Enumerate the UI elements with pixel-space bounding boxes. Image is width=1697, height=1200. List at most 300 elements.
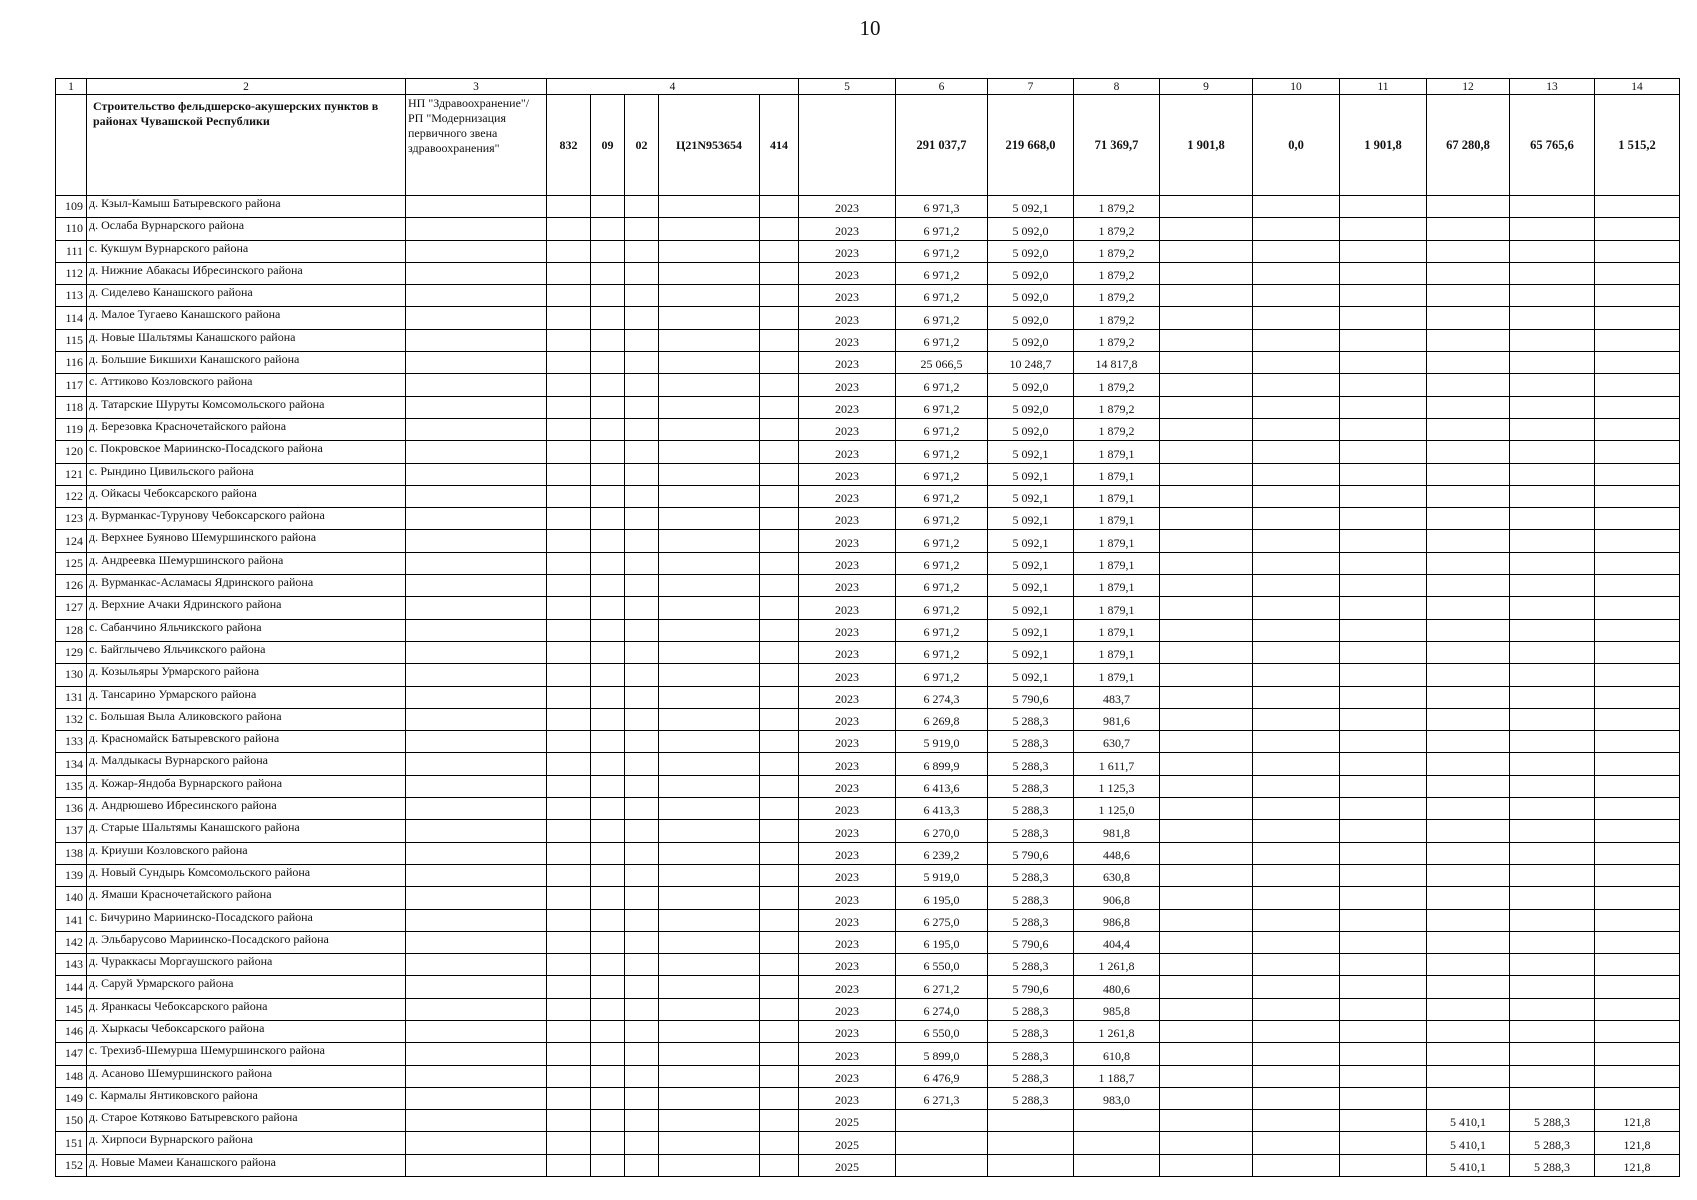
row-code — [760, 285, 799, 307]
row-value: 5 092,1 — [988, 463, 1074, 485]
summary-index — [56, 95, 87, 196]
row-code — [547, 552, 591, 574]
row-name: с. Сабанчино Яльчикского района — [87, 619, 406, 641]
summary-name: Строительство фельдшерско-акушерских пунктов в районах Чувашской Республики — [87, 95, 406, 196]
row-name: с. Большая Выла Аликовского района — [87, 708, 406, 730]
row-value — [1510, 976, 1595, 998]
row-value — [1253, 1110, 1340, 1132]
table-row — [56, 552, 1680, 574]
row-value: 121,8 — [1595, 1110, 1680, 1132]
row-value — [1253, 686, 1340, 708]
table-row — [56, 218, 1680, 240]
row-value: 6 971,2 — [896, 262, 988, 284]
row-code — [760, 864, 799, 886]
col-number: 6 — [896, 79, 988, 95]
row-name: д. Красномайск Батыревского района — [87, 731, 406, 753]
row-index: 135 — [56, 775, 87, 797]
row-program — [406, 1065, 547, 1087]
row-code — [659, 842, 760, 864]
row-value — [1253, 597, 1340, 619]
row-code — [625, 1154, 659, 1176]
row-value — [1510, 842, 1595, 864]
row-value: 5 288,3 — [1510, 1132, 1595, 1154]
row-code — [760, 619, 799, 641]
row-value: 5 092,1 — [988, 664, 1074, 686]
row-code — [591, 441, 625, 463]
row-year: 2023 — [799, 374, 896, 396]
row-code — [659, 820, 760, 842]
budget-table — [55, 78, 1680, 1177]
row-code — [591, 775, 625, 797]
row-value — [1595, 597, 1680, 619]
row-value — [1595, 485, 1680, 507]
row-value — [1340, 396, 1427, 418]
row-code — [760, 240, 799, 262]
row-code — [760, 1154, 799, 1176]
row-value — [1427, 954, 1510, 976]
row-index: 149 — [56, 1087, 87, 1109]
row-value — [1340, 864, 1427, 886]
row-value — [1160, 686, 1253, 708]
row-index: 118 — [56, 396, 87, 418]
row-year: 2023 — [799, 686, 896, 708]
row-value — [1595, 374, 1680, 396]
row-code — [547, 798, 591, 820]
row-code — [760, 552, 799, 574]
table-row — [56, 285, 1680, 307]
row-value — [1595, 418, 1680, 440]
row-value: 6 971,2 — [896, 285, 988, 307]
row-year: 2023 — [799, 285, 896, 307]
row-value: 5 092,1 — [988, 597, 1074, 619]
row-code — [625, 887, 659, 909]
row-code — [659, 307, 760, 329]
row-value — [1427, 463, 1510, 485]
row-value — [1160, 775, 1253, 797]
row-code — [625, 1065, 659, 1087]
row-code — [760, 686, 799, 708]
row-value — [1160, 1110, 1253, 1132]
row-name: д. Яранкасы Чебоксарского района — [87, 998, 406, 1020]
row-index: 133 — [56, 731, 87, 753]
row-code — [625, 619, 659, 641]
row-value — [1595, 1043, 1680, 1065]
row-value — [1253, 196, 1340, 218]
row-value — [1595, 887, 1680, 909]
row-code — [760, 798, 799, 820]
row-year: 2023 — [799, 798, 896, 820]
row-value: 5 899,0 — [896, 1043, 988, 1065]
row-value — [1427, 1020, 1510, 1042]
row-value: 5 288,3 — [988, 753, 1074, 775]
row-name: д. Верхнее Буяново Шемуршинского района — [87, 530, 406, 552]
row-code — [760, 1020, 799, 1042]
summary-value: 71 369,7 — [1074, 95, 1160, 196]
row-value — [1427, 441, 1510, 463]
summary-code-type: 414 — [760, 95, 799, 196]
row-value — [1340, 575, 1427, 597]
row-code — [760, 1043, 799, 1065]
row-value — [1340, 530, 1427, 552]
row-value — [1253, 1087, 1340, 1109]
row-index: 145 — [56, 998, 87, 1020]
row-program — [406, 1132, 547, 1154]
row-name: с. Аттиково Козловского района — [87, 374, 406, 396]
table-row — [56, 463, 1680, 485]
row-value — [1253, 976, 1340, 998]
row-value: 6 971,2 — [896, 530, 988, 552]
row-value: 5 288,3 — [988, 731, 1074, 753]
row-value — [1340, 1110, 1427, 1132]
row-program — [406, 686, 547, 708]
row-index: 114 — [56, 307, 87, 329]
row-year: 2025 — [799, 1154, 896, 1176]
row-value — [1160, 1132, 1253, 1154]
row-value: 5 092,1 — [988, 619, 1074, 641]
row-value — [1510, 329, 1595, 351]
row-code — [659, 708, 760, 730]
row-year: 2023 — [799, 708, 896, 730]
row-program — [406, 820, 547, 842]
col-number: 8 — [1074, 79, 1160, 95]
row-value — [1160, 262, 1253, 284]
row-value — [1160, 731, 1253, 753]
row-code — [625, 329, 659, 351]
row-value: 448,6 — [1074, 842, 1160, 864]
table-row — [56, 329, 1680, 351]
row-value — [1340, 418, 1427, 440]
row-year: 2023 — [799, 909, 896, 931]
row-index: 115 — [56, 329, 87, 351]
row-value — [1510, 262, 1595, 284]
row-value — [1253, 218, 1340, 240]
row-value — [1253, 396, 1340, 418]
row-program — [406, 575, 547, 597]
row-program — [406, 842, 547, 864]
row-value: 1 879,2 — [1074, 262, 1160, 284]
row-value: 6 971,2 — [896, 307, 988, 329]
row-code — [659, 463, 760, 485]
row-value — [1427, 418, 1510, 440]
row-code — [591, 196, 625, 218]
row-value: 5 092,0 — [988, 329, 1074, 351]
row-code — [547, 864, 591, 886]
row-program — [406, 240, 547, 262]
row-name: д. Вурманкас-Асламасы Ядринского района — [87, 575, 406, 597]
row-value — [1595, 842, 1680, 864]
table-row — [56, 864, 1680, 886]
row-code — [625, 352, 659, 374]
row-value — [1253, 842, 1340, 864]
row-value — [1340, 954, 1427, 976]
table-row — [56, 731, 1680, 753]
row-value — [1595, 1020, 1680, 1042]
row-value — [1253, 463, 1340, 485]
row-year: 2023 — [799, 731, 896, 753]
row-value — [1510, 530, 1595, 552]
row-value — [1427, 731, 1510, 753]
row-program — [406, 374, 547, 396]
row-value — [1510, 374, 1595, 396]
row-value — [1595, 976, 1680, 998]
row-value — [1510, 1065, 1595, 1087]
row-value — [1340, 1154, 1427, 1176]
row-value: 5 790,6 — [988, 976, 1074, 998]
row-value — [1253, 954, 1340, 976]
row-value: 5 288,3 — [988, 775, 1074, 797]
row-code — [547, 1154, 591, 1176]
row-value: 986,8 — [1074, 909, 1160, 931]
row-value: 14 817,8 — [1074, 352, 1160, 374]
row-value: 6 413,3 — [896, 798, 988, 820]
row-name: с. Рындино Цивильского района — [87, 463, 406, 485]
row-code — [625, 575, 659, 597]
row-value: 981,8 — [1074, 820, 1160, 842]
row-value — [1253, 352, 1340, 374]
summary-code-target: Ц21N953654 — [659, 95, 760, 196]
row-code — [591, 1065, 625, 1087]
row-value: 1 879,2 — [1074, 240, 1160, 262]
row-value: 6 971,2 — [896, 218, 988, 240]
row-value — [1340, 508, 1427, 530]
row-value — [1253, 240, 1340, 262]
row-value — [1427, 307, 1510, 329]
row-name: д. Ямаши Красночетайского района — [87, 887, 406, 909]
row-index: 148 — [56, 1065, 87, 1087]
row-index: 140 — [56, 887, 87, 909]
row-code — [659, 1043, 760, 1065]
row-code — [591, 485, 625, 507]
row-index: 121 — [56, 463, 87, 485]
row-value: 5 288,3 — [988, 1020, 1074, 1042]
row-value — [1427, 485, 1510, 507]
row-value — [1160, 552, 1253, 574]
row-code — [760, 530, 799, 552]
row-code — [591, 686, 625, 708]
row-value — [1427, 708, 1510, 730]
row-year: 2023 — [799, 842, 896, 864]
row-code — [591, 887, 625, 909]
row-index: 126 — [56, 575, 87, 597]
row-code — [760, 418, 799, 440]
row-value — [1340, 775, 1427, 797]
row-value — [1160, 485, 1253, 507]
row-code — [659, 352, 760, 374]
row-index: 151 — [56, 1132, 87, 1154]
row-value: 6 971,2 — [896, 441, 988, 463]
row-value — [1253, 1043, 1340, 1065]
row-value: 1 879,2 — [1074, 307, 1160, 329]
row-code — [760, 329, 799, 351]
column-number-row — [56, 79, 1680, 95]
row-code — [625, 976, 659, 998]
row-index: 141 — [56, 909, 87, 931]
row-value — [1340, 307, 1427, 329]
table-row — [56, 976, 1680, 998]
row-code — [625, 686, 659, 708]
row-code — [760, 909, 799, 931]
row-index: 139 — [56, 864, 87, 886]
row-code — [591, 798, 625, 820]
row-value — [1510, 864, 1595, 886]
row-program — [406, 463, 547, 485]
row-value: 6 899,9 — [896, 753, 988, 775]
row-year: 2023 — [799, 976, 896, 998]
row-value: 6 275,0 — [896, 909, 988, 931]
summary-code-grbs: 832 — [547, 95, 591, 196]
row-value — [1160, 842, 1253, 864]
row-value — [1510, 641, 1595, 663]
row-code — [591, 954, 625, 976]
row-value: 6 550,0 — [896, 1020, 988, 1042]
row-code — [760, 998, 799, 1020]
row-year: 2023 — [799, 418, 896, 440]
col-number: 9 — [1160, 79, 1253, 95]
row-value — [1595, 954, 1680, 976]
row-code — [760, 441, 799, 463]
row-value: 1 879,2 — [1074, 396, 1160, 418]
col-number: 12 — [1427, 79, 1510, 95]
row-value — [1427, 508, 1510, 530]
table-row — [56, 485, 1680, 507]
row-code — [591, 240, 625, 262]
row-value: 1 261,8 — [1074, 1020, 1160, 1042]
row-value — [1160, 508, 1253, 530]
row-code — [625, 641, 659, 663]
row-name: д. Андреевка Шемуршинского района — [87, 552, 406, 574]
row-index: 147 — [56, 1043, 87, 1065]
row-value — [1510, 485, 1595, 507]
table-row — [56, 1087, 1680, 1109]
page-number: 10 — [859, 16, 881, 40]
row-value — [1160, 1087, 1253, 1109]
row-code — [547, 909, 591, 931]
row-value — [1427, 1087, 1510, 1109]
row-value: 5 919,0 — [896, 731, 988, 753]
row-year: 2025 — [799, 1132, 896, 1154]
row-code — [760, 396, 799, 418]
row-value — [1253, 887, 1340, 909]
row-year: 2023 — [799, 441, 896, 463]
row-program — [406, 262, 547, 284]
table-row — [56, 575, 1680, 597]
summary-value: 1 901,8 — [1160, 95, 1253, 196]
table-row — [56, 396, 1680, 418]
row-value — [1253, 820, 1340, 842]
row-year: 2023 — [799, 753, 896, 775]
row-code — [659, 931, 760, 953]
row-program — [406, 552, 547, 574]
row-value: 1 879,1 — [1074, 485, 1160, 507]
table-row — [56, 1043, 1680, 1065]
row-code — [760, 575, 799, 597]
row-year: 2023 — [799, 954, 896, 976]
row-code — [760, 708, 799, 730]
row-value: 25 066,5 — [896, 352, 988, 374]
row-program — [406, 775, 547, 797]
row-year: 2023 — [799, 508, 896, 530]
row-code — [591, 530, 625, 552]
row-value: 6 271,3 — [896, 1087, 988, 1109]
row-year: 2023 — [799, 352, 896, 374]
row-value: 5 092,1 — [988, 441, 1074, 463]
row-value: 5 092,1 — [988, 196, 1074, 218]
row-code — [591, 976, 625, 998]
table-row — [56, 708, 1680, 730]
row-value: 5 092,1 — [988, 508, 1074, 530]
row-code — [625, 508, 659, 530]
row-code — [547, 463, 591, 485]
row-name: д. Криуши Козловского района — [87, 842, 406, 864]
row-code — [591, 864, 625, 886]
row-code — [625, 731, 659, 753]
row-value — [1074, 1132, 1160, 1154]
row-value — [1510, 396, 1595, 418]
summary-value: 291 037,7 — [896, 95, 988, 196]
row-value — [1340, 753, 1427, 775]
table-row — [56, 909, 1680, 931]
row-year: 2023 — [799, 485, 896, 507]
row-value — [1510, 218, 1595, 240]
row-code — [547, 285, 591, 307]
row-program — [406, 998, 547, 1020]
row-code — [547, 954, 591, 976]
row-value: 6 971,3 — [896, 196, 988, 218]
row-code — [760, 597, 799, 619]
row-year: 2023 — [799, 575, 896, 597]
row-index: 119 — [56, 418, 87, 440]
row-value — [1427, 641, 1510, 663]
row-value — [1595, 775, 1680, 797]
row-year: 2023 — [799, 619, 896, 641]
row-code — [625, 441, 659, 463]
row-value — [988, 1110, 1074, 1132]
row-program — [406, 1043, 547, 1065]
row-value — [1510, 1043, 1595, 1065]
row-value — [1253, 731, 1340, 753]
row-code — [625, 820, 659, 842]
col-number: 1 — [56, 79, 87, 95]
row-code — [591, 842, 625, 864]
row-index: 152 — [56, 1154, 87, 1176]
table-row — [56, 664, 1680, 686]
row-code — [659, 1020, 760, 1042]
row-value — [1595, 285, 1680, 307]
row-value — [988, 1132, 1074, 1154]
row-code — [547, 1020, 591, 1042]
row-year: 2023 — [799, 864, 896, 886]
row-year: 2023 — [799, 775, 896, 797]
row-value — [1253, 329, 1340, 351]
row-code — [591, 285, 625, 307]
row-code — [659, 798, 760, 820]
row-index: 129 — [56, 641, 87, 663]
row-code — [659, 664, 760, 686]
row-name: д. Кожар-Яндоба Вурнарского района — [87, 775, 406, 797]
row-code — [625, 798, 659, 820]
row-code — [547, 418, 591, 440]
row-value: 1 879,1 — [1074, 552, 1160, 574]
summary-code-section: 09 — [591, 95, 625, 196]
row-code — [659, 686, 760, 708]
row-code — [760, 352, 799, 374]
row-code — [547, 374, 591, 396]
row-value — [1595, 396, 1680, 418]
row-value: 121,8 — [1595, 1132, 1680, 1154]
table-row — [56, 597, 1680, 619]
summary-value: 1 901,8 — [1340, 95, 1427, 196]
row-code — [547, 820, 591, 842]
